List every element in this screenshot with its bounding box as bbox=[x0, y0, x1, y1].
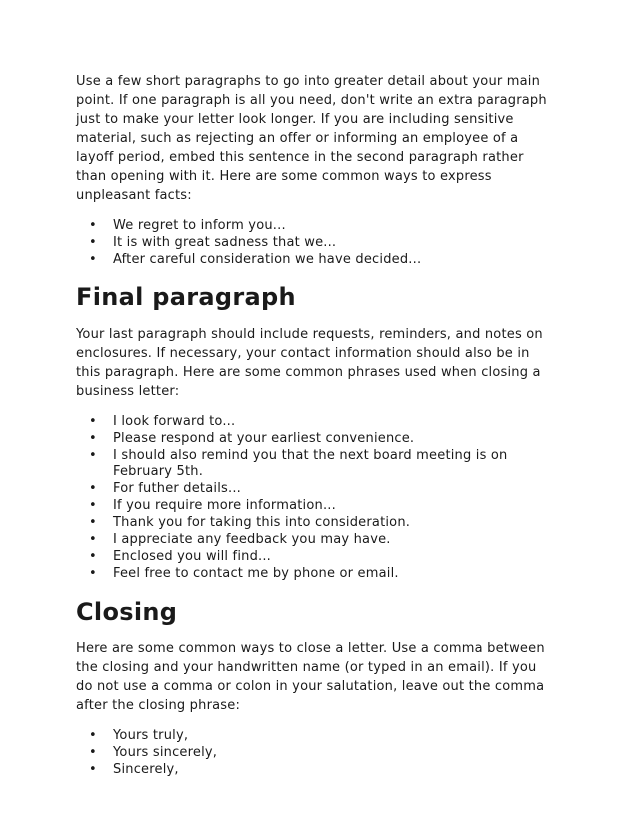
final-paragraph bbox=[76, 325, 566, 401]
list-item bbox=[76, 566, 566, 582]
list-item-text: We regret to inform you... bbox=[113, 218, 286, 233]
list-item bbox=[76, 252, 566, 268]
list-item bbox=[76, 728, 566, 744]
list-item-text: It is with great sadness that we... bbox=[113, 235, 337, 250]
bullet-icon: • bbox=[89, 515, 97, 530]
list-item-text: Thank you for taking this into consideration. bbox=[113, 515, 411, 530]
paragraph-line: material, such as rejecting an offer or informing an employee of a bbox=[76, 131, 519, 146]
list-item-text: Yours sincerely, bbox=[113, 745, 218, 760]
list-item bbox=[76, 745, 566, 761]
list-item bbox=[76, 515, 566, 531]
paragraph-line: the closing and your handwritten name (or typed in an email). If you bbox=[76, 660, 537, 675]
bullet-icon: • bbox=[89, 566, 97, 581]
list-item-text: Please respond at your earliest convenience. bbox=[113, 431, 415, 446]
list-item-text: For futher details... bbox=[113, 481, 241, 496]
bullet-icon: • bbox=[89, 498, 97, 513]
list-item bbox=[76, 762, 566, 778]
paragraph-line: unpleasant facts: bbox=[76, 188, 192, 203]
closing-examples-list bbox=[76, 728, 566, 778]
bullet-icon: • bbox=[89, 728, 97, 743]
list-item bbox=[76, 431, 566, 447]
list-item bbox=[76, 549, 566, 565]
closing-heading: Closing bbox=[76, 598, 178, 626]
list-item-text: After careful consideration we have decided... bbox=[113, 252, 422, 267]
bullet-icon: • bbox=[89, 252, 97, 267]
paragraph-line: Here are some common ways to close a letter. Use a comma between bbox=[76, 641, 545, 656]
bullet-icon: • bbox=[89, 448, 97, 463]
list-item bbox=[76, 414, 566, 430]
list-item-text: Enclosed you will find... bbox=[113, 549, 272, 564]
bullet-icon: • bbox=[89, 414, 97, 429]
list-item bbox=[76, 498, 566, 514]
bullet-icon: • bbox=[89, 762, 97, 777]
intro-paragraph bbox=[76, 72, 566, 205]
bullet-icon: • bbox=[89, 532, 97, 547]
bullet-icon: • bbox=[89, 745, 97, 760]
list-item-text: Sincerely, bbox=[113, 762, 179, 777]
document-page bbox=[76, 72, 566, 779]
paragraph-line: just to make your letter look longer. If you are including sensitive bbox=[76, 112, 514, 127]
bullet-icon: • bbox=[89, 218, 97, 233]
closing-phrases-list bbox=[76, 414, 566, 582]
paragraph-line: Your last paragraph should include requests, reminders, and notes on bbox=[76, 327, 543, 342]
list-item bbox=[76, 481, 566, 497]
paragraph-line: business letter: bbox=[76, 384, 180, 399]
list-item-text: I should also remind you that the next board meeting is on bbox=[113, 448, 508, 463]
list-item-text: February 5th. bbox=[113, 464, 204, 479]
closing-paragraph bbox=[76, 639, 566, 715]
paragraph-line: than opening with it. Here are some common ways to express bbox=[76, 169, 492, 184]
bullet-icon: • bbox=[89, 235, 97, 250]
bullet-icon: • bbox=[89, 481, 97, 496]
paragraph-line: after the closing phrase: bbox=[76, 698, 241, 713]
paragraph-line: this paragraph. Here are some common phrases used when closing a bbox=[76, 365, 541, 380]
list-item-text: Feel free to contact me by phone or email. bbox=[113, 566, 399, 581]
list-item bbox=[76, 448, 566, 480]
paragraph-line: enclosures. If necessary, your contact information should also be in bbox=[76, 346, 530, 361]
list-item bbox=[76, 235, 566, 251]
list-item-text: Yours truly, bbox=[113, 728, 189, 743]
bullet-icon: • bbox=[89, 431, 97, 446]
paragraph-line: do not use a comma or colon in your salutation, leave out the comma bbox=[76, 679, 545, 694]
unpleasant-facts-list bbox=[76, 218, 566, 268]
list-item-text: I appreciate any feedback you may have. bbox=[113, 532, 391, 547]
paragraph-line: point. If one paragraph is all you need, don't write an extra paragraph bbox=[76, 93, 547, 108]
list-item bbox=[76, 218, 566, 234]
list-item-text: If you require more information... bbox=[113, 498, 336, 513]
list-item bbox=[76, 532, 566, 548]
list-item-text: I look forward to... bbox=[113, 414, 236, 429]
final-paragraph-heading: Final paragraph bbox=[76, 283, 296, 311]
paragraph-line: Use a few short paragraphs to go into greater detail about your main bbox=[76, 74, 541, 89]
paragraph-line: layoff period, embed this sentence in the second paragraph rather bbox=[76, 150, 524, 165]
bullet-icon: • bbox=[89, 549, 97, 564]
